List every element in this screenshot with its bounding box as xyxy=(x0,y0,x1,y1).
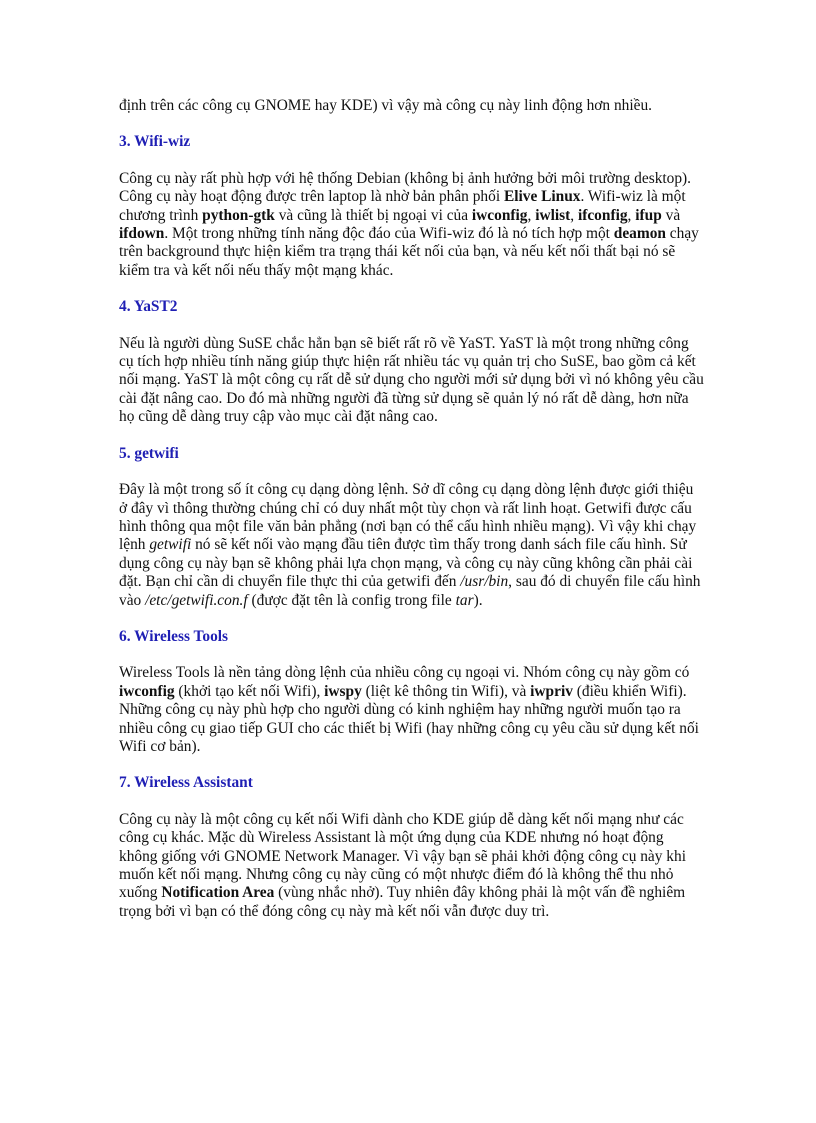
text-run: (được đặt tên là config trong file xyxy=(247,591,456,609)
bold-term: Elive Linux xyxy=(503,188,581,206)
text-run: (liệt kê thông tin Wifi), và xyxy=(361,682,531,700)
italic-term: tar xyxy=(455,591,474,609)
text-run: và xyxy=(661,206,681,224)
heading-wireless-tools: 6. Wireless Tools xyxy=(119,627,229,645)
paragraph-yast2 xyxy=(119,335,704,427)
bold-term: ifup xyxy=(635,206,662,224)
text-run: (điều khiển Wifi). Những công cụ này phù hợp cho người dùng có kinh nghiệm hay những người muốn tạo ra nhiều công cụ giao tiếp GUI cho các thiết bị Wifi (hay những công cụ yêu cầu sử dụng kết nối Wifi cơ bản). xyxy=(119,682,699,755)
heading-yast2: 4. YaST2 xyxy=(119,298,178,316)
heading-wireless-assistant: 7. Wireless Assistant xyxy=(119,774,253,792)
paragraph-getwifi xyxy=(119,481,704,610)
text-run: Công cụ này là một công cụ kết nối Wifi dành cho KDE giúp dễ dàng kết nối mạng như các công cụ khác. Mặc dù Wireless Assistant là một ứng dụng của KDE nhưng nó hoạt động không giống với GNOME Network Manager. Vì vậy bạn sẽ phải khởi động công cụ này khi muốn kết nối mạng. Nhưng công cụ này cũng có một nhược điểm đó là không thể thu nhỏ xuống xyxy=(119,810,686,902)
bold-term: iwlist xyxy=(535,206,571,224)
italic-term: /usr/bin xyxy=(460,573,509,591)
text-run: ). xyxy=(473,591,483,609)
paragraph-wireless-assistant xyxy=(119,811,704,921)
italic-term: /etc/getwifi.con.f xyxy=(145,591,248,609)
intro-text: định trên các công cụ GNOME hay KDE) vì vậy mà công cụ này linh động hơn nhiều. xyxy=(119,97,652,114)
text-run: Đây là một trong số ít công cụ dạng dòng lệnh. Sở dĩ công cụ dạng dòng lệnh được giới thiệu ở đây vì thông thường chúng chỉ có duy nhất một tùy chọn và rất linh hoạt. Getwifi được cấu hình thông qua một file văn bản phẳng (nơi bạn có thể cấu hình nhiều mạng). Vì vậy khi chạy lệnh xyxy=(119,481,697,554)
text-run: . Một trong những tính năng độc đáo của Wifi-wiz đó là nó tích hợp một xyxy=(164,225,614,243)
text-run: Wireless Tools là nền tảng dòng lệnh của nhiều công cụ ngoại vi. Nhóm công cụ này gồm có xyxy=(119,664,690,682)
heading-wifi-wiz: 3. Wifi-wiz xyxy=(119,133,191,151)
text-run: Công cụ này rất phù hợp với hệ thống Debian (không bị ảnh hưởng bởi môi trường desktop). Công cụ này hoạt động được trên laptop là nhờ bản phân phối xyxy=(119,169,692,206)
bold-term: iwspy xyxy=(324,682,362,700)
paragraph-wireless-tools xyxy=(119,664,704,756)
bold-term: iwpriv xyxy=(530,682,573,700)
bold-term: deamon xyxy=(613,225,666,243)
bold-term: ifdown xyxy=(119,225,165,243)
bold-term: Notification Area xyxy=(161,884,275,902)
text-run: chạy trên background thực hiện kiểm tra trạng thái kết nối của bạn, và nếu kết nối thất bại nó sẽ kiểm tra và kết nối nếu thấy một mạng khác. xyxy=(119,225,699,279)
text-run: , xyxy=(570,206,578,224)
text-run: (khởi tạo kết nối Wifi), xyxy=(174,682,325,700)
bold-term: ifconfig xyxy=(577,206,628,224)
text-run: . Wifi-wiz là một chương trình xyxy=(119,188,686,224)
bold-term: iwconfig xyxy=(119,682,175,700)
text-run: , xyxy=(627,206,636,224)
italic-term: getwifi xyxy=(149,536,192,554)
intro-paragraph xyxy=(119,97,704,115)
bold-term: iwconfig xyxy=(471,206,528,224)
paragraph-wifi-wiz xyxy=(119,170,704,280)
heading-getwifi: 5. getwifi xyxy=(119,444,179,462)
bold-term: python-gtk xyxy=(202,206,275,224)
text-run: nó sẽ kết nối vào mạng đầu tiên được tìm thấy trong danh sách file cấu hình. Sử dụng công cụ này bạn sẽ không phải lựa chọn mạng, và công cụ này cũng không cần phải cài đặt. Bạn chỉ cần di chuyển file thực thi của getwifi đến xyxy=(119,536,693,591)
text-run: Nếu là người dùng SuSE chắc hẳn bạn sẽ biết rất rõ về YaST. YaST là một trong những công cụ tích hợp nhiều tính năng giúp thực hiện rất nhiều tác vụ quản trị cho SuSE, bao gồm cả kết nối mạng. YaST là một công cụ rất dễ sử dụng cho người mới sử dụng bởi vì nó không yêu cầu cài đặt nâng cao. Do đó mà những người đã từng sử dụng sẽ quản lý nó rất dễ dàng, hơn nữa họ cũng dễ dàng truy cập vào mục cài đặt nâng cao. xyxy=(119,334,704,426)
text-run: , sau đó di chuyển file cấu hình vào xyxy=(119,573,701,609)
text-run: , xyxy=(527,206,536,224)
text-run: (vùng nhắc nhở). Tuy nhiên đây không phải là một vấn đề nghiêm trọng bởi vì bạn có thể đóng công cụ này mà kết nối vẫn được duy trì. xyxy=(119,884,686,920)
text-run: và cũng là thiết bị ngoại vi của xyxy=(274,206,472,224)
document-page xyxy=(119,97,704,921)
